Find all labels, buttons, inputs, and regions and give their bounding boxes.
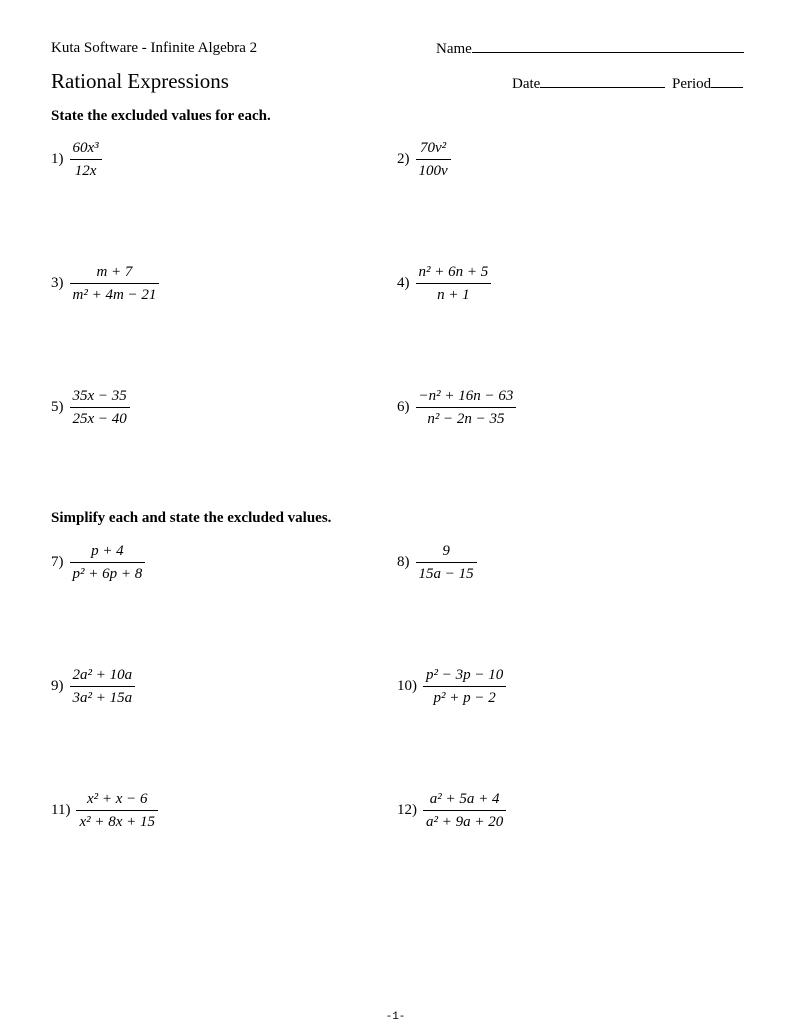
problem-number: 5)	[51, 399, 64, 415]
fraction-bar	[416, 283, 492, 284]
denominator: 3a² + 15a	[72, 690, 133, 706]
fraction	[70, 386, 130, 429]
fraction-bar	[70, 407, 130, 408]
period-blank[interactable]	[711, 75, 743, 88]
denominator: 100v	[418, 163, 448, 179]
fraction	[70, 262, 160, 305]
denominator: 25x − 40	[72, 411, 127, 427]
section-2-instruction: Simplify each and state the excluded values.	[51, 510, 332, 526]
problem-8	[397, 541, 477, 584]
name-field[interactable]	[436, 40, 744, 58]
problem-number: 9)	[51, 678, 64, 694]
denominator: p² + 6p + 8	[72, 566, 143, 582]
section-1-instruction: State the excluded values for each.	[51, 108, 271, 124]
date-field[interactable]	[512, 75, 665, 93]
fraction	[416, 541, 477, 584]
problem-7	[51, 541, 145, 584]
numerator: 35x − 35	[72, 388, 127, 404]
denominator: 15a − 15	[418, 566, 474, 582]
problem-1	[51, 138, 102, 181]
fraction-bar	[423, 810, 506, 811]
publisher-label: Kuta Software - Infinite Algebra 2	[51, 40, 258, 56]
fraction	[70, 541, 146, 584]
numerator: −n² + 16n − 63	[418, 388, 514, 404]
problem-number: 2)	[397, 151, 410, 167]
problem-number: 6)	[397, 399, 410, 415]
date-label: Date	[512, 76, 541, 92]
problem-number: 1)	[51, 151, 64, 167]
fraction	[423, 665, 506, 708]
problem-11	[51, 789, 158, 832]
problem-number: 8)	[397, 554, 410, 570]
problem-number: 4)	[397, 275, 410, 291]
name-blank[interactable]	[472, 40, 744, 53]
fraction-bar	[70, 159, 102, 160]
denominator: 12x	[74, 163, 97, 179]
problem-number: 12)	[397, 802, 417, 818]
numerator: x² + x − 6	[86, 791, 148, 807]
numerator: a² + 5a + 4	[429, 791, 500, 807]
date-blank[interactable]	[540, 75, 665, 88]
problem-6	[397, 386, 516, 429]
numerator: 2a² + 10a	[72, 667, 133, 683]
fraction-bar	[416, 159, 451, 160]
numerator: 60x³	[72, 140, 99, 156]
denominator: n + 1	[437, 287, 470, 303]
fraction	[76, 789, 158, 832]
problem-4	[397, 262, 491, 305]
numerator: p + 4	[91, 543, 124, 559]
fraction-bar	[76, 810, 158, 811]
problem-3	[51, 262, 159, 305]
denominator: p² + p − 2	[433, 690, 496, 706]
fraction-bar	[416, 407, 517, 408]
numerator: n² + 6n + 5	[418, 264, 489, 280]
fraction-bar	[70, 562, 146, 563]
fraction-bar	[423, 686, 506, 687]
problem-number: 7)	[51, 554, 64, 570]
fraction-bar	[416, 562, 477, 563]
problem-number: 11)	[51, 802, 71, 818]
period-field[interactable]	[672, 75, 743, 93]
problem-9	[51, 665, 135, 708]
numerator: 70v²	[420, 140, 447, 156]
denominator: n² − 2n − 35	[427, 411, 505, 427]
period-label: Period	[672, 76, 712, 92]
name-label: Name	[436, 41, 472, 57]
page-number: -1-	[385, 1011, 406, 1023]
numerator: m + 7	[96, 264, 133, 280]
problem-2	[397, 138, 451, 181]
numerator: 9	[442, 543, 450, 559]
denominator: m² + 4m − 21	[72, 287, 157, 303]
fraction	[416, 262, 492, 305]
problem-5	[51, 386, 130, 429]
fraction	[416, 138, 451, 181]
problem-number: 10)	[397, 678, 417, 694]
denominator: a² + 9a + 20	[426, 814, 504, 830]
fraction	[70, 665, 136, 708]
numerator: p² − 3p − 10	[426, 667, 504, 683]
fraction	[416, 386, 517, 429]
problem-12	[397, 789, 506, 832]
problem-10	[397, 665, 506, 708]
page-title: Rational Expressions	[51, 69, 229, 93]
fraction	[70, 138, 102, 181]
problem-number: 3)	[51, 275, 64, 291]
denominator: x² + 8x + 15	[79, 814, 156, 830]
fraction-bar	[70, 686, 136, 687]
fraction-bar	[70, 283, 160, 284]
fraction	[423, 789, 506, 832]
